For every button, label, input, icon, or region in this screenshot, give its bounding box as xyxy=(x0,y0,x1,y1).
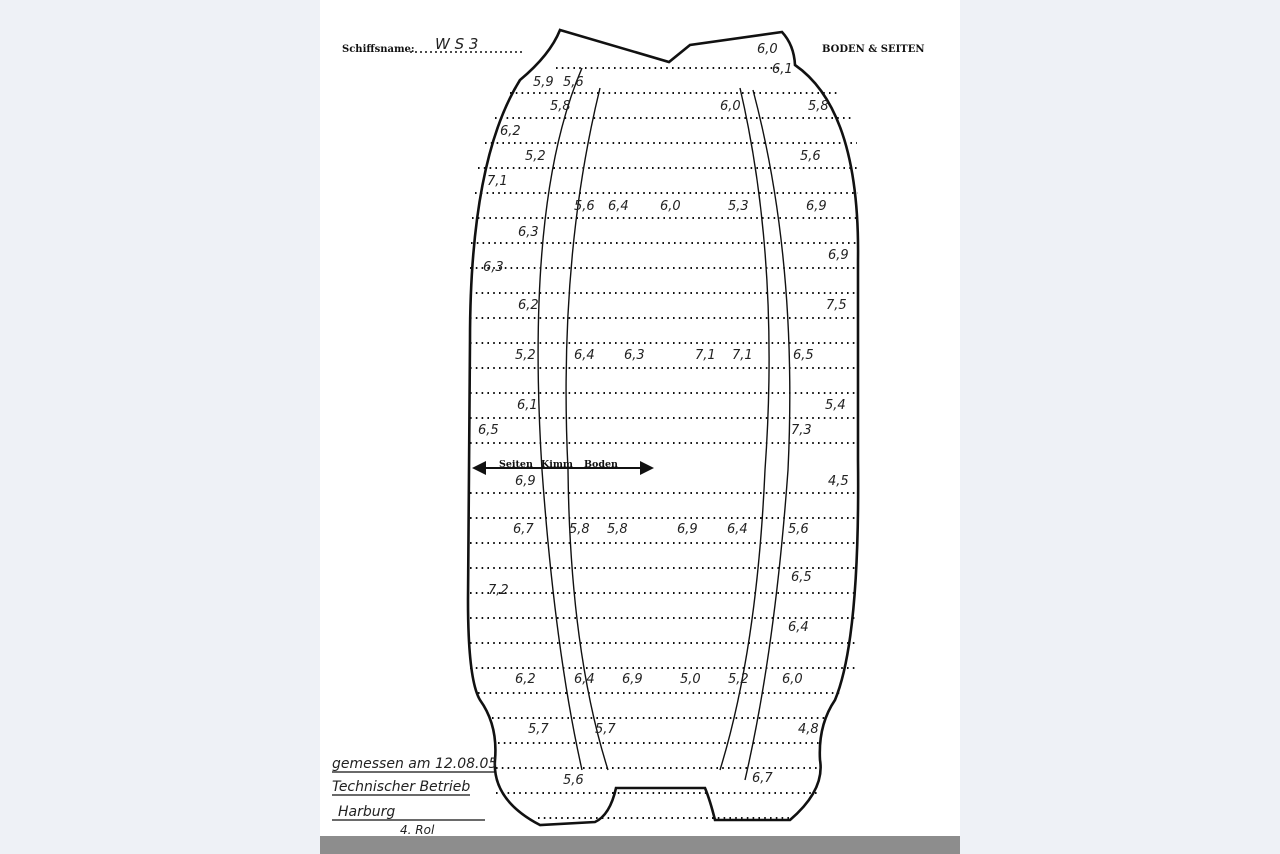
measurement-value: 6,9 xyxy=(622,672,643,687)
legend-boden: Boden xyxy=(584,459,618,470)
measurement-value: 5,8 xyxy=(569,522,590,537)
footer-department: Technischer Betrieb xyxy=(332,779,471,795)
measurement-value: 6,4 xyxy=(788,620,809,635)
measurement-value: 6,9 xyxy=(515,474,536,489)
measurement-value: 5,4 xyxy=(825,398,846,413)
measurement-value: 6,2 xyxy=(500,124,521,139)
measurement-value: 7,5 xyxy=(826,298,847,313)
legend-arrow-left-head xyxy=(472,461,486,475)
form-title: BODEN & SEITEN xyxy=(822,44,925,55)
measurement-value: 5,8 xyxy=(607,522,628,537)
measurement-values xyxy=(478,42,849,788)
measurement-value: 5,7 xyxy=(528,722,549,737)
ship-name-label: Schiffsname: xyxy=(342,44,415,55)
measurement-value: 6,4 xyxy=(574,348,595,363)
measurement-value: 5,6 xyxy=(800,149,821,164)
measurement-value: 7,1 xyxy=(695,348,716,363)
measurement-value: 6,3 xyxy=(483,260,504,275)
measurement-value: 6,5 xyxy=(793,348,814,363)
measurement-value: 5,9 xyxy=(533,75,554,90)
legend-arrow-right-head xyxy=(640,461,654,475)
measurement-value: 6,0 xyxy=(720,99,741,114)
measurement-value: 5,2 xyxy=(515,348,536,363)
measurement-value: 6,7 xyxy=(513,522,534,537)
measurement-value: 5,6 xyxy=(563,75,584,90)
measurement-value: 5,2 xyxy=(728,672,749,687)
footer-location: Harburg xyxy=(338,804,396,820)
measurement-value: 5,7 xyxy=(595,722,616,737)
measurement-value: 7,3 xyxy=(791,423,812,438)
footer-signature: 4. Rol xyxy=(400,823,435,836)
measurement-value: 6,4 xyxy=(574,672,595,687)
viewer-bottom-bar xyxy=(320,836,960,854)
measurement-value: 6,2 xyxy=(515,672,536,687)
measurement-value: 6,3 xyxy=(518,225,539,240)
measurement-value: 6,9 xyxy=(677,522,698,537)
scanned-form-sheet xyxy=(320,0,960,836)
seam-line-3 xyxy=(720,88,769,770)
measurement-value: 5,8 xyxy=(550,99,571,114)
measurement-value: 6,7 xyxy=(752,771,773,786)
measurement-value: 7,2 xyxy=(488,583,509,598)
measurement-value: 6,9 xyxy=(806,199,827,214)
dotted-grid-rows xyxy=(470,68,858,818)
measurement-value: 6,5 xyxy=(478,423,499,438)
measurement-value: 5,6 xyxy=(563,773,584,788)
measurement-value: 6,3 xyxy=(624,348,645,363)
measurement-value: 5,2 xyxy=(525,149,546,164)
measurement-value: 5,0 xyxy=(680,672,701,687)
legend-kimm: Kimm xyxy=(541,459,573,470)
measurement-value: 6,1 xyxy=(772,62,793,77)
measurement-value: 4,8 xyxy=(798,722,819,737)
ship-name-value: W S 3 xyxy=(435,35,479,53)
measurement-value: 6,1 xyxy=(517,398,538,413)
measurement-value: 5,8 xyxy=(808,99,829,114)
measurement-value: 4,5 xyxy=(828,474,849,489)
legend-seiten: Seiten xyxy=(499,459,533,470)
measurement-value: 6,2 xyxy=(518,298,539,313)
measurement-value: 6,0 xyxy=(782,672,803,687)
measurement-value: 6,9 xyxy=(828,248,849,263)
measurement-value: 6,5 xyxy=(791,570,812,585)
measurement-value: 6,0 xyxy=(757,42,778,57)
measurement-value: 7,1 xyxy=(732,348,753,363)
measurement-value: 6,4 xyxy=(727,522,748,537)
measurement-value: 5,3 xyxy=(728,199,749,214)
measurement-value: 5,6 xyxy=(574,199,595,214)
measurement-value: 7,1 xyxy=(487,174,508,189)
footer-measured-date: gemessen am 12.08.05 xyxy=(332,756,498,772)
hull-diagram xyxy=(320,0,960,836)
measurement-value: 6,4 xyxy=(608,199,629,214)
measurement-value: 5,6 xyxy=(788,522,809,537)
measurement-value: 6,0 xyxy=(660,199,681,214)
